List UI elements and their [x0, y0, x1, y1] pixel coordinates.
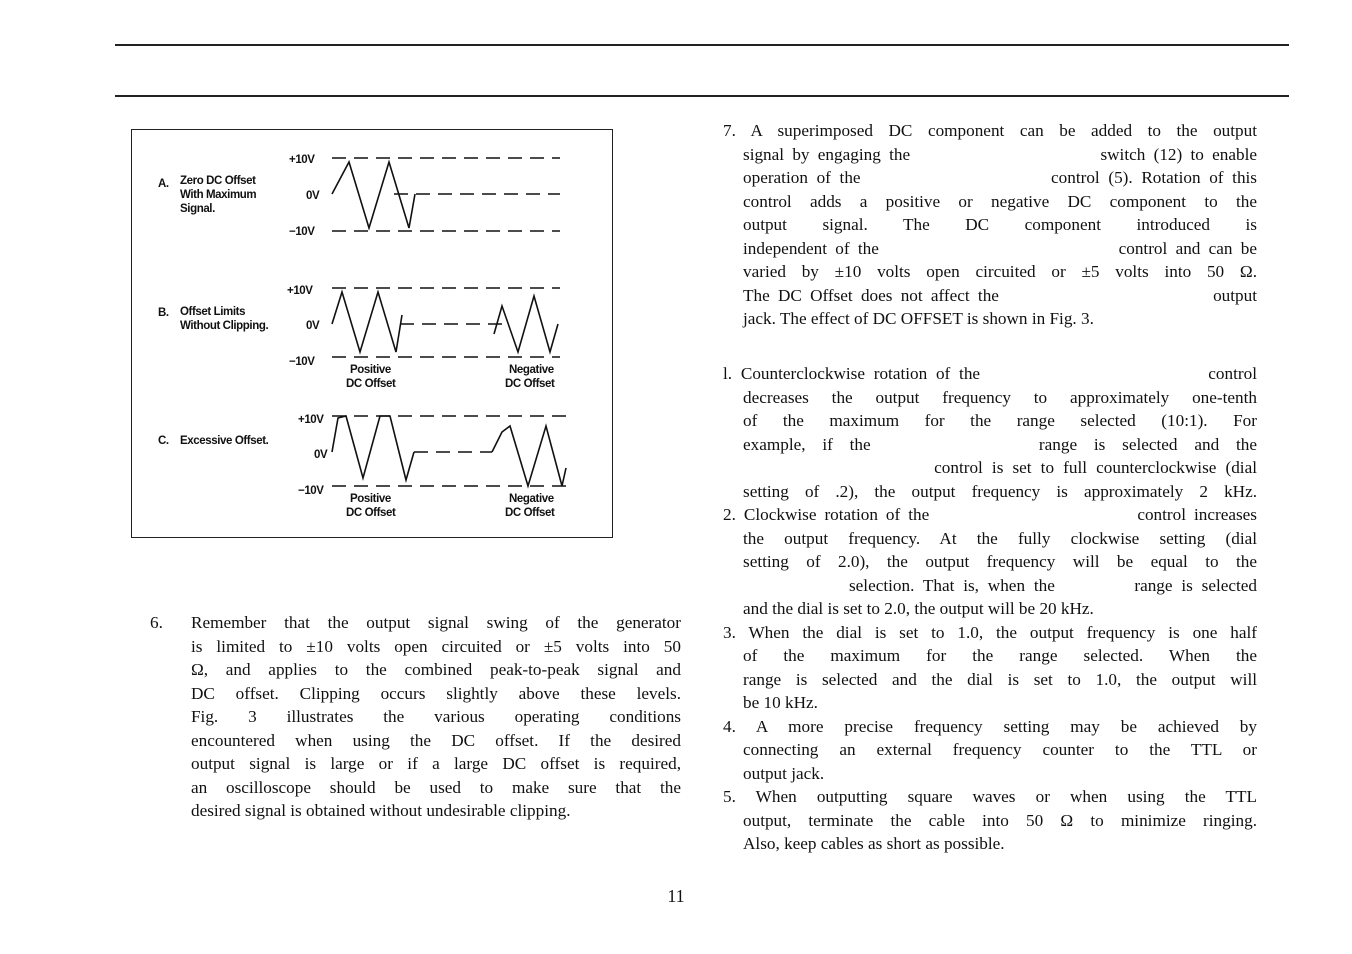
panel-c-level-neg: −10V	[298, 485, 324, 497]
item-7-line: signal by engaging the switch (12) to enable	[743, 144, 1257, 164]
item-7-line: output signal. The DC component introduced is	[743, 215, 1257, 234]
freq-line: 3. When the dial is set to 1.0, the output frequency is one half	[723, 622, 1257, 642]
freq-line: output jack.	[743, 763, 825, 783]
panel-c-letter: C.	[158, 435, 169, 447]
freq-line: and the dial is set to 2.0, the output will be 20 kHz.	[743, 599, 1094, 618]
header-rule-bottom	[115, 95, 1289, 97]
panel-c-positive-label-2: DC Offset	[346, 507, 396, 519]
page-number: 11	[667, 886, 685, 906]
panel-a-level-zero: 0V	[306, 190, 320, 202]
item-7-line: operation of the control (5). Rotation of this	[743, 168, 1257, 187]
panel-b-level-neg: −10V	[289, 356, 315, 368]
item-7-line: jack. The effect of DC OFFSET is shown in Fig. 3.	[743, 309, 1094, 328]
panel-b-level-zero: 0V	[306, 320, 320, 332]
panel-b-caption-2: Without Clipping.	[180, 320, 269, 332]
item-6-line: encountered when using the DC offset. If the desired	[191, 730, 681, 750]
panel-a-letter: A.	[158, 178, 169, 190]
freq-line: setting of .2), the output frequency is approximately 2 kHz.	[743, 481, 1257, 501]
panel-a-level-neg: −10V	[289, 226, 315, 238]
item-7-paragraph	[723, 119, 1257, 331]
freq-line: output, terminate the cable into 50 Ω to minimize ringing.	[743, 810, 1257, 830]
freq-line: decreases the output frequency to approximately one-tenth	[743, 387, 1257, 407]
freq-line: connecting an external frequency counter to the TTL or	[743, 740, 1257, 759]
item-6-line: Remember that the output signal swing of the generator	[191, 613, 681, 632]
panel-b-negative-label-1: Negative	[509, 364, 554, 376]
freq-line: range is selected and the dial is set to 1.0, the output will	[743, 669, 1257, 689]
panel-c-level-zero: 0V	[314, 449, 328, 461]
figure-3-drawing	[132, 130, 614, 539]
freq-line: the output frequency. At the fully clockwise setting (dial	[743, 528, 1257, 548]
item-6-line: Fig. 3 illustrates the various operating conditions	[191, 707, 681, 726]
item-6-paragraph	[191, 611, 681, 823]
panel-c-level-pos: +10V	[298, 414, 324, 426]
freq-line: of the maximum for the range selected (10:1). For	[743, 411, 1257, 430]
header-rule-top	[115, 44, 1289, 46]
panel-a-caption-2: With Maximum	[180, 189, 257, 201]
panel-a-level-pos: +10V	[289, 154, 315, 166]
freq-line: 4. A more precise frequency setting may be achieved by	[723, 716, 1257, 736]
panel-c-negative-label-1: Negative	[509, 493, 554, 505]
freq-line: example, if the range is selected and the	[743, 434, 1257, 454]
panel-b-letter: B.	[158, 307, 169, 319]
item-6-line: DC offset. Clipping occurs slightly above these levels.	[191, 683, 681, 703]
frequency-items-paragraph	[723, 362, 1257, 856]
figure-3-dc-offset	[131, 129, 613, 538]
panel-b-negative-label-2: DC Offset	[505, 378, 555, 390]
item-6-line: desired signal is obtained without undesirable clipping.	[191, 801, 571, 820]
freq-line: of the maximum for the range selected. When the	[743, 646, 1257, 665]
freq-line: selection. That is, when the range is selected	[743, 575, 1257, 595]
item-6-line: output signal is large or if a large DC offset is required,	[191, 754, 681, 773]
panel-b-positive-label-1: Positive	[350, 364, 391, 376]
freq-line: control is set to full counterclockwise (dial	[743, 458, 1257, 477]
panel-b-positive-label-2: DC Offset	[346, 378, 396, 390]
item-7-line: independent of the control and can be	[743, 238, 1257, 258]
item-7-line: control adds a positive or negative DC component to the	[743, 191, 1257, 211]
panel-a-caption-1: Zero DC Offset	[180, 175, 256, 187]
item-6-number: 6.	[150, 613, 163, 632]
item-6-line: Ω, and applies to the combined peak-to-peak signal and	[191, 660, 681, 679]
freq-line: l. Counterclockwise rotation of the control	[723, 364, 1257, 383]
panel-c-positive-label-1: Positive	[350, 493, 391, 505]
freq-line: be 10 kHz.	[743, 693, 818, 712]
panel-b-level-pos: +10V	[287, 285, 313, 297]
item-6-line: an oscilloscope should be used to make sure that the	[191, 777, 681, 797]
panel-a-caption-3: Signal.	[180, 203, 215, 215]
item-7-line: 7. A superimposed DC component can be added to the output	[723, 121, 1257, 140]
panel-c-negative-label-2: DC Offset	[505, 507, 555, 519]
freq-line: setting of 2.0), the output frequency will be equal to the	[743, 552, 1257, 571]
freq-line: Also, keep cables as short as possible.	[743, 834, 1005, 853]
item-6-line: is limited to ±10 volts open circuited or ±5 volts into 50	[191, 636, 681, 656]
freq-line: 2. Clockwise rotation of the control increases	[723, 505, 1257, 524]
item-7-line: varied by ±10 volts open circuited or ±5 volts into 50 Ω.	[743, 262, 1257, 281]
item-7-line: The DC Offset does not affect the output	[743, 285, 1257, 305]
panel-b-caption-1: Offset Limits	[180, 306, 246, 318]
freq-line: 5. When outputting square waves or when using the TTL	[723, 787, 1257, 806]
panel-c-caption-1: Excessive Offset.	[180, 435, 269, 447]
